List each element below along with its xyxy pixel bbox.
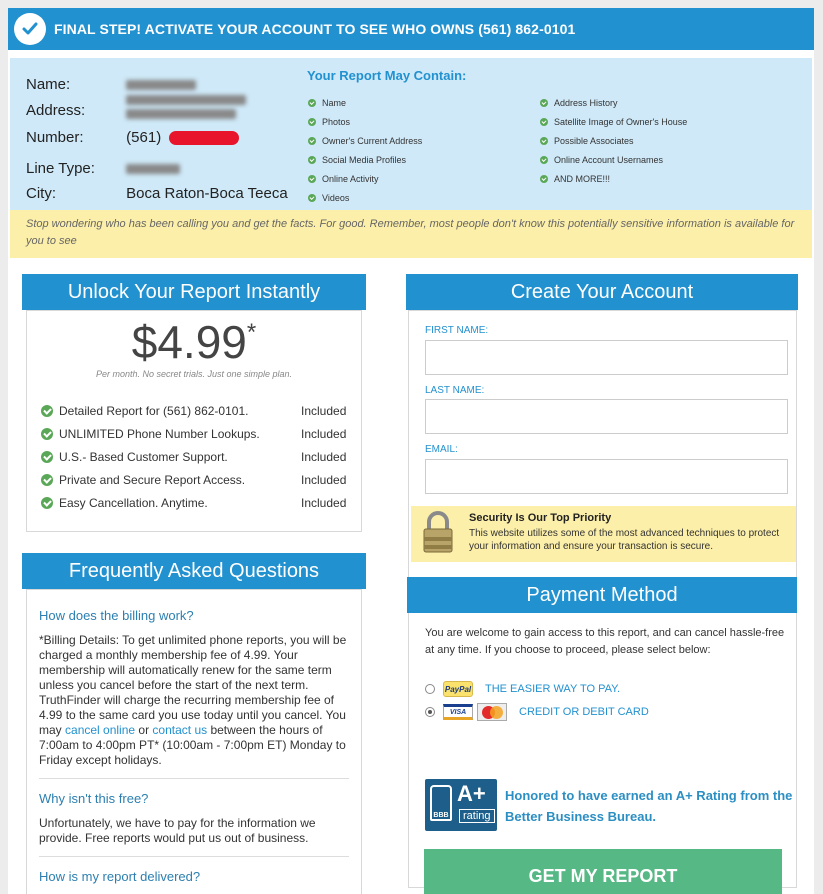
check-circle-icon [41, 428, 53, 440]
bbb-text: Honored to have earned an A+ Rating from the Better Business Bureau. [505, 788, 793, 824]
list-item: AND MORE!!! [540, 169, 687, 188]
card-radio[interactable] [425, 707, 435, 717]
checkmark-icon [14, 13, 46, 45]
check-dot-icon [540, 156, 548, 164]
check-dot-icon [540, 118, 548, 126]
faq-heading: Frequently Asked Questions [22, 553, 366, 589]
paypal-option[interactable] [425, 681, 620, 697]
check-dot-icon [308, 118, 316, 126]
list-item: Videos [308, 188, 422, 207]
last-name-field[interactable] [425, 399, 788, 434]
notice-banner: Stop wondering who has been calling you and get the facts. For good. Remember, most people don't know this potentially sensitive information is available for you to see [10, 210, 812, 258]
check-dot-icon [308, 99, 316, 107]
last-name-label: LAST NAME: [425, 385, 485, 396]
check-dot-icon [308, 137, 316, 145]
paypal-radio[interactable] [425, 684, 435, 694]
security-text: This website utilizes some of the most advanced techniques to protect your information and ensure your transaction is secure. [469, 528, 780, 552]
faq-question[interactable]: How is my report delivered? [39, 869, 201, 884]
feature-list [41, 399, 351, 514]
feature-row: UNLIMITED Phone Number Lookups. Included [41, 422, 351, 445]
address-label: Address: [26, 102, 86, 119]
name-row [26, 76, 196, 93]
list-item: Social Media Profiles [308, 150, 422, 169]
address-redacted-line2 [126, 109, 236, 119]
report-contains-title: Your Report May Contain: [307, 68, 467, 83]
banner-title: FINAL STEP! ACTIVATE YOUR ACCOUNT TO SEE WHO OWNS (561) 862-0101 [54, 21, 576, 37]
list-item: Owner's Current Address [308, 131, 422, 150]
list-item: Online Account Usernames [540, 150, 687, 169]
bbb-logo: BBB [430, 785, 452, 821]
feature-row: Easy Cancellation. Anytime. Included [41, 491, 351, 514]
main-panel [8, 8, 814, 894]
paypal-logo: PayPal [443, 681, 473, 697]
number-row [26, 129, 239, 146]
number-redacted [169, 131, 239, 145]
check-dot-icon [308, 156, 316, 164]
name-redacted [126, 80, 196, 90]
list-item: Satellite Image of Owner's House [540, 112, 687, 131]
first-name-label: FIRST NAME: [425, 325, 489, 336]
feature-row: Private and Secure Report Access. Included [41, 468, 351, 491]
check-dot-icon [308, 175, 316, 183]
lookup-info [10, 58, 812, 218]
payment-section [409, 613, 796, 889]
check-circle-icon [41, 451, 53, 463]
check-dot-icon [540, 137, 548, 145]
check-circle-icon [41, 497, 53, 509]
unlock-heading: Unlock Your Report Instantly [22, 274, 366, 310]
payment-heading: Payment Method [407, 577, 797, 613]
divider [39, 778, 349, 779]
check-circle-icon [41, 405, 53, 417]
feature-row: Detailed Report for (561) 862-0101. Included [41, 399, 351, 422]
linetype-row [26, 160, 180, 177]
top-banner [8, 8, 814, 50]
linetype-label: Line Type: [26, 160, 95, 177]
paypal-label[interactable]: THE EASIER WAY TO PAY. [485, 683, 621, 695]
divider [39, 856, 349, 857]
padlock-icon [423, 510, 453, 554]
bbb-rating-label: rating [459, 809, 495, 823]
bbb-badge [425, 779, 497, 831]
number-label: Number: [26, 129, 84, 146]
bbb-grade: A+ [457, 781, 486, 806]
contact-us-link[interactable]: contact us [152, 723, 208, 737]
check-dot-icon [308, 194, 316, 202]
security-notice [411, 506, 796, 562]
security-title: Security Is Our Top Priority [469, 512, 612, 524]
faq-box [26, 589, 362, 894]
faq-answer: *Billing Details: To get unlimited phone reports, you will be charged a monthly membership fee of 4.99. Your membership will automatically renew for the same term unless you cancel before the start of the next term. TruthFinder will charge the recurring membership fee of 4.99 to the same card you use today until you cancel. You may cancel online or contact us between the hours of 7:00am to 4:00pm PT* (10:00am - 7:00pm ET) Monday to Friday except holidays. [39, 633, 347, 767]
price-note: Per month. No secret trials. Just one simple plan. [95, 369, 293, 379]
card-label[interactable]: CREDIT OR DEBIT CARD [519, 706, 649, 718]
address-redacted-line1 [126, 95, 246, 105]
check-dot-icon [540, 175, 548, 183]
linetype-redacted [126, 164, 180, 174]
number-value: (561) [126, 129, 162, 146]
email-label: EMAIL: [425, 444, 458, 455]
list-item: Name [308, 93, 422, 112]
cancel-online-link[interactable]: cancel online [65, 723, 136, 737]
create-account-heading: Create Your Account [406, 274, 798, 310]
list-item: Address History [540, 93, 687, 112]
faq-question[interactable]: How does the billing work? [39, 608, 194, 623]
email-field[interactable] [425, 459, 788, 494]
pricing-box [26, 310, 362, 532]
list-item: Online Activity [308, 169, 422, 188]
get-my-report-button[interactable]: GET MY REPORT [424, 849, 782, 894]
report-contains-right [540, 93, 687, 188]
faq-question[interactable]: Why isn't this free? [39, 791, 149, 806]
city-row [26, 185, 288, 202]
check-circle-icon [41, 474, 53, 486]
address-row [26, 102, 246, 119]
faq-answer: Unfortunately, we have to pay for the information we provide. Free reports would put us out of business. [39, 816, 316, 845]
name-label: Name: [26, 76, 71, 93]
report-contains-left [308, 93, 422, 207]
city-value: Boca Raton-Boca Teeca [126, 185, 288, 202]
account-box [408, 310, 797, 888]
card-option[interactable] [425, 703, 649, 721]
first-name-field[interactable] [425, 340, 788, 375]
list-item: Possible Associates [540, 131, 687, 150]
feature-row: U.S.- Based Customer Support. Included [41, 445, 351, 468]
payment-intro: You are welcome to gain access to this report, and can cancel hassle-free at any time. If you choose to proceed, please select below: [425, 627, 785, 656]
city-label: City: [26, 185, 56, 202]
check-dot-icon [540, 99, 548, 107]
list-item: Photos [308, 112, 422, 131]
mastercard-logo [477, 703, 507, 721]
visa-logo: VISA [443, 704, 473, 720]
price: $4.99* [131, 316, 257, 368]
